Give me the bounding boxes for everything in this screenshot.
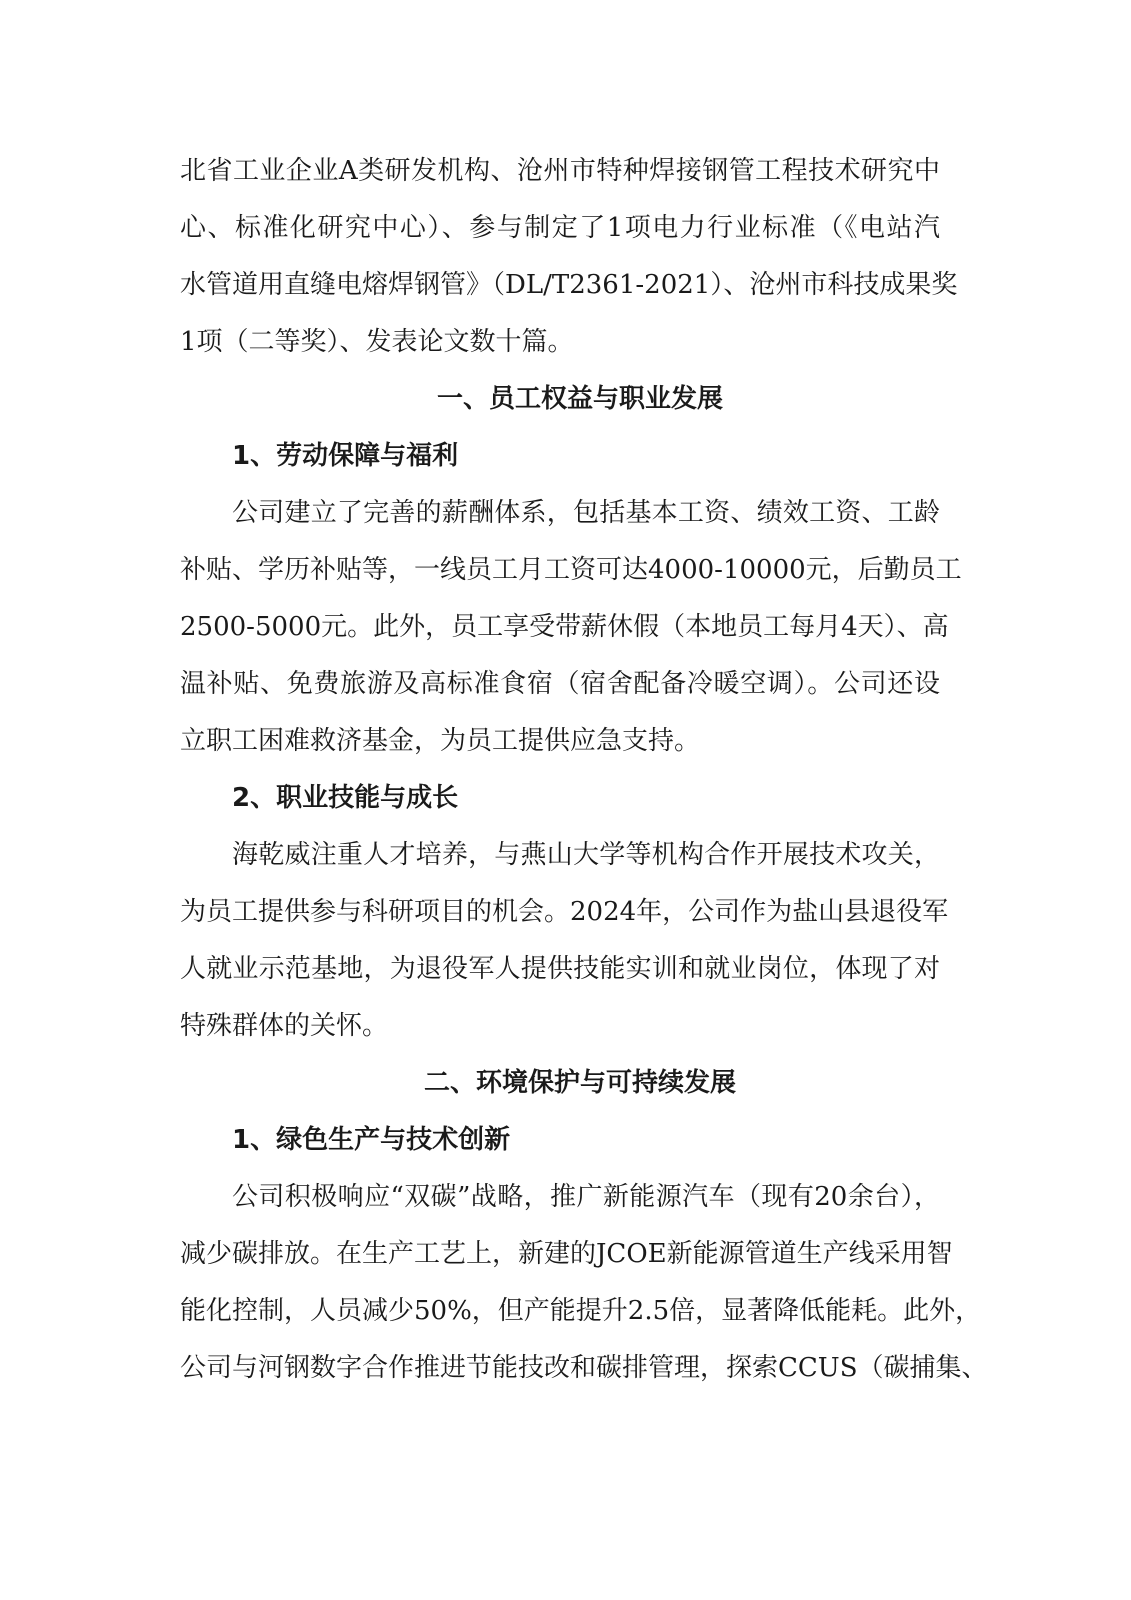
document-page	[180, 143, 988, 1397]
intro-line-1: 北省工业企业A类研发机构、沧州市特种焊接钢管工程技术研究中	[180, 156, 940, 186]
section-2-sub-1-line-4: 公司与河钢数字合作推进节能技改和碳排管理，探索CCUS（碳捕集、	[180, 1353, 988, 1383]
section-1-sub-2-line-2: 为员工提供参与科研项目的机会。2024年，公司作为盐山县退役军	[180, 897, 949, 927]
section-1-sub-1-line-5: 立职工困难救济基金，为员工提供应急支持。	[180, 726, 701, 756]
section-2-sub-1-line-3: 能化控制，人员减少50%，但产能提升2.5倍，显著降低能耗。此外，	[180, 1296, 982, 1326]
section-2-heading: 二、环境保护与可持续发展	[423, 1068, 736, 1098]
section-1-heading: 一、员工权益与职业发展	[436, 384, 723, 414]
section-1-sub-1-line-2: 补贴、学历补贴等，一线员工月工资可达4000-10000元，后勤员工	[180, 555, 962, 585]
section-1-sub-2-line-4: 特殊群体的关怀。	[180, 1011, 389, 1041]
section-2-sub-1-line-2: 减少碳排放。在生产工艺上，新建的JCOE新能源管道生产线采用智	[180, 1239, 953, 1269]
section-1-sub-2-heading: 2、职业技能与成长	[232, 783, 459, 813]
section-1-sub-1-line-3: 2500-5000元。此外，员工享受带薪休假（本地员工每月4天）、高	[180, 612, 949, 642]
section-2-sub-1-line-1: 公司积极响应“双碳”战略，推广新能源汽车（现有20余台），	[232, 1182, 940, 1212]
section-1-sub-2-line-1: 海乾威注重人才培养，与燕山大学等机构合作开展技术攻关，	[232, 840, 940, 870]
section-2-sub-1-heading: 1、绿色生产与技术创新	[232, 1125, 511, 1155]
section-1-sub-1-heading: 1、劳动保障与福利	[232, 441, 459, 471]
intro-line-2: 心、标准化研究中心）、参与制定了1项电力行业标准（《电站汽	[180, 213, 940, 243]
section-1-sub-1-line-1: 公司建立了完善的薪酬体系，包括基本工资、绩效工资、工龄	[232, 498, 940, 528]
section-1-sub-2-line-3: 人就业示范基地，为退役军人提供技能实训和就业岗位，体现了对	[180, 954, 940, 984]
section-1-sub-1-line-4: 温补贴、免费旅游及高标准食宿（宿舍配备冷暖空调）。公司还设	[180, 669, 940, 699]
intro-line-3: 水管道用直缝电熔焊钢管》（DL/T2361-2021）、沧州市科技成果奖	[180, 270, 958, 300]
intro-line-4: 1项（二等奖）、发表论文数十篇。	[180, 327, 574, 357]
